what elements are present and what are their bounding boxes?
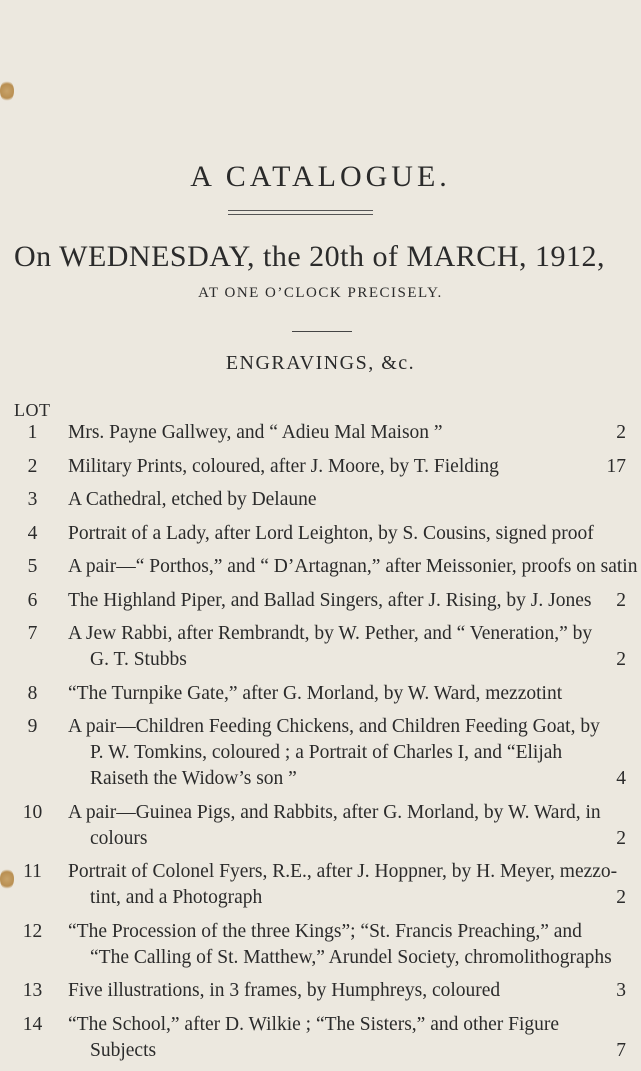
lot-description-line: “The School,” after D. Wilkie ; “The Sisters,” and other Figure — [68, 1013, 560, 1035]
lot-column-label: LOT — [14, 400, 51, 420]
lot-description — [68, 454, 626, 480]
lot-entry — [0, 521, 641, 547]
lot-description-line: “The Procession of the three Kings”; “St. Francis Preaching,” and — [68, 920, 582, 942]
lot-number: 6 — [27, 589, 38, 611]
lot-entry — [0, 978, 641, 1004]
lot-quantity: 2 — [616, 589, 626, 611]
lot-number: 10 — [22, 801, 43, 823]
lot-description-line: Portrait of a Lady, after Lord Leighton, by S. Cousins, signed proof — [68, 522, 594, 544]
lot-quantity: 7 — [616, 1039, 626, 1061]
lot-list — [0, 420, 641, 1071]
lot-description-line: A pair—“ Porthos,” and “ D’Artagnan,” after Meissonier, proofs on satin — [68, 556, 638, 577]
lot-number: 8 — [27, 682, 38, 704]
lot-description-line: Five illustrations, in 3 frames, by Humphreys, coloured — [68, 980, 501, 1001]
lot-description-line: Raiseth the Widow’s son ” — [90, 768, 297, 789]
lot-entry — [0, 1012, 641, 1064]
lot-description — [68, 919, 626, 971]
lot-entry — [0, 487, 641, 513]
lot-entry — [0, 420, 641, 446]
lot-description — [68, 554, 638, 580]
lot-number: 2 — [27, 455, 38, 477]
lot-description-line: colours — [90, 827, 148, 849]
lot-description — [68, 1012, 626, 1064]
stain-mark-top — [0, 80, 14, 102]
lot-description — [68, 978, 626, 1004]
lot-entry — [0, 859, 641, 911]
lot-entry — [0, 621, 641, 673]
lot-entry — [0, 554, 641, 580]
lot-entry — [0, 681, 641, 707]
lot-description — [68, 859, 626, 911]
lot-quantity: 2 — [616, 422, 626, 443]
lot-description-line: “The Turnpike Gate,” after G. Morland, by W. Ward, mezzotint — [68, 682, 563, 704]
lot-quantity: 3 — [616, 980, 626, 1001]
lot-quantity: 2 — [616, 887, 626, 908]
lot-quantity: 17 — [606, 455, 626, 477]
lot-entry — [0, 454, 641, 480]
sale-date-line: On WEDNESDAY, the 20th of MARCH, 1912, — [14, 240, 605, 273]
section-divider — [292, 331, 352, 332]
lot-description-line: “The Calling of St. Matthew,” Arundel Society, chromolithographs — [90, 946, 612, 968]
lot-description — [68, 521, 626, 547]
lot-number: 9 — [27, 716, 38, 737]
lot-description-line: tint, and a Photograph — [90, 887, 263, 908]
lot-description — [68, 800, 626, 852]
lot-quantity: 2 — [616, 827, 626, 849]
lot-entry — [0, 588, 641, 614]
lot-description — [68, 621, 626, 673]
lot-description-line: Portrait of Colonel Fyers, R.E., after J. Hoppner, by H. Meyer, mezzo- — [68, 861, 618, 882]
lot-description-line: Subjects — [90, 1039, 157, 1061]
lot-number: 3 — [27, 489, 38, 510]
lot-entry — [0, 919, 641, 971]
lot-description-line: Mrs. Payne Gallwey, and “ Adieu Mal Maison ” — [68, 422, 443, 443]
lot-description-line: Military Prints, coloured, after J. Moore, by T. Fielding — [68, 455, 499, 477]
sale-time-line: AT ONE O’CLOCK PRECISELY. — [198, 285, 443, 301]
lot-description — [68, 487, 626, 513]
lot-description-line: A Jew Rabbi, after Rembrandt, by W. Pether, and “ Veneration,” by — [68, 623, 593, 644]
lot-description-line: A Cathedral, etched by Delaune — [68, 489, 317, 510]
lot-description — [68, 588, 626, 614]
lot-number: 7 — [27, 623, 38, 644]
lot-number: 5 — [27, 556, 38, 577]
lot-description-line: G. T. Stubbs — [90, 649, 187, 670]
section-heading: ENGRAVINGS, &c. — [225, 352, 416, 374]
lot-quantity: 4 — [616, 768, 626, 789]
lot-description — [68, 420, 626, 446]
lot-number: 4 — [27, 522, 38, 544]
lot-entry — [0, 714, 641, 792]
lot-description-line: The Highland Piper, and Ballad Singers, after J. Rising, by J. Jones — [68, 589, 592, 611]
lot-description-line: P. W. Tomkins, coloured ; a Portrait of Charles I, and “Elijah — [90, 742, 563, 763]
lot-number: 12 — [22, 920, 43, 942]
lot-description — [68, 681, 626, 707]
lot-entry — [0, 800, 641, 852]
lot-number: 11 — [23, 861, 42, 882]
lot-number: 1 — [27, 422, 38, 443]
lot-description — [68, 714, 626, 792]
lot-description-line: A pair—Children Feeding Chickens, and Children Feeding Goat, by — [68, 716, 600, 737]
lot-number: 14 — [22, 1013, 43, 1035]
catalogue-title: A CATALOGUE. — [190, 160, 451, 193]
lot-number: 13 — [22, 980, 43, 1001]
title-divider — [228, 210, 373, 215]
lot-quantity: 2 — [616, 649, 626, 670]
lot-description-line: A pair—Guinea Pigs, and Rabbits, after G. Morland, by W. Ward, in — [68, 801, 601, 823]
